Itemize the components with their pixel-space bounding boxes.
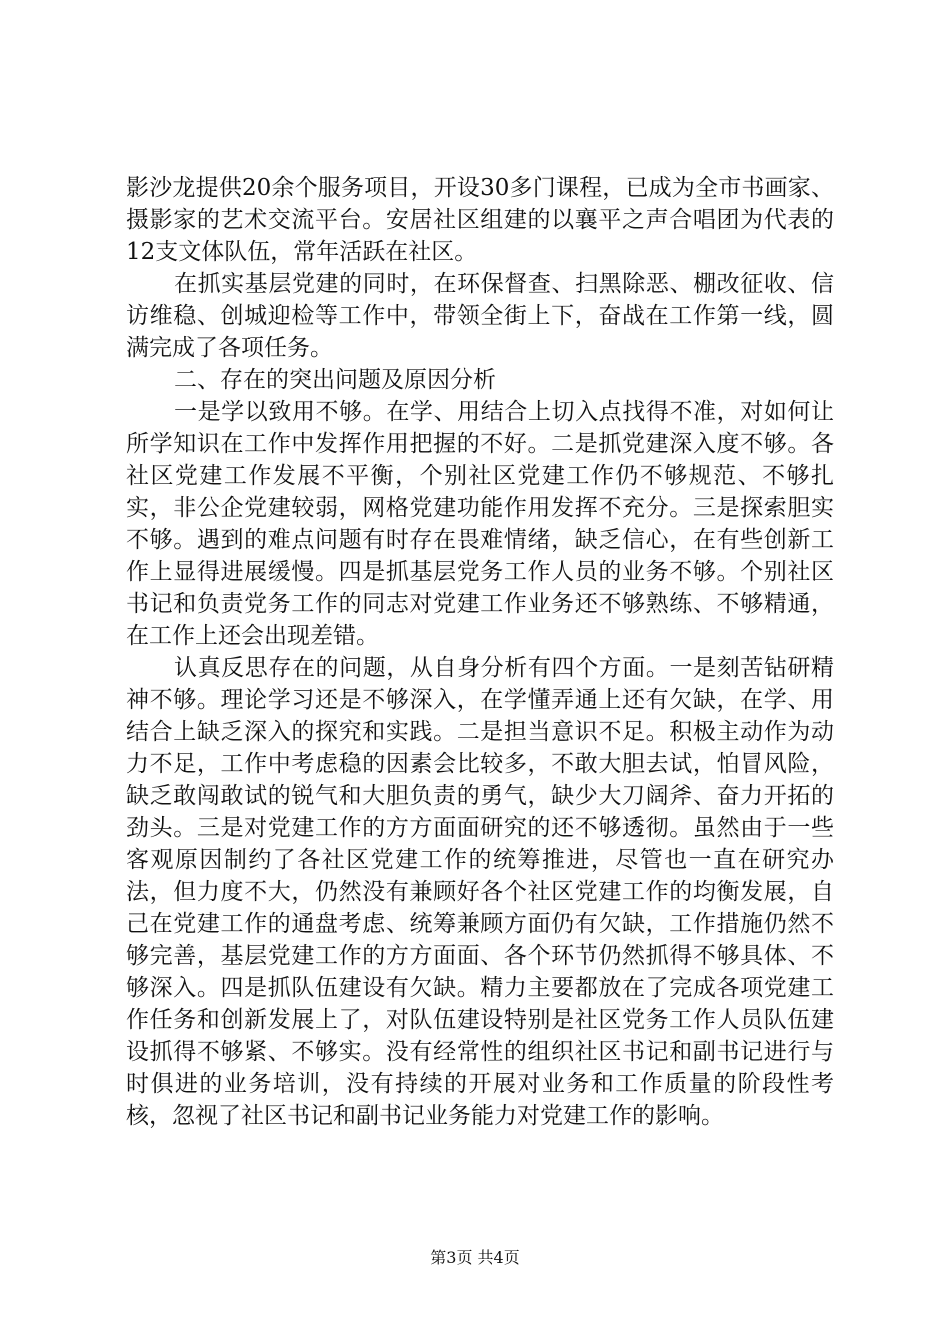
document-body (126, 172, 834, 1132)
paragraph-party-building: 在抓实基层党建的同时，在环保督查、扫黑除恶、棚改征收、信访维稳、创城迎检等工作中，带领全街上下，奋战在工作第一线，圆满完成了各项任务。 (126, 271, 834, 361)
section-heading: 二、存在的突出问题及原因分析 (174, 367, 496, 393)
paragraph-continuation: 影沙龙提供20余个服务项目，开设30多门课程，已成为全市书画家、摄影家的艺术交流平台。安居社区组建的以襄平之声合唱团为代表的12支文体队伍，常年活跃在社区。 (126, 175, 834, 265)
paragraph-problems: 一是学以致用不够。在学、用结合上切入点找得不准，对如何让所学知识在工作中发挥作用把握的不好。二是抓党建深入度不够。各社区党建工作发展不平衡，个别社区党建工作仍不够规范、不够扎实，非公企党建较弱，网格党建功能作用发挥不充分。三是探索胆实不够。遇到的难点问题有时存在畏难情绪，缺乏信心，在有些创新工作上显得进展缓慢。四是抓基层党务工作人员的业务不够。个别社区书记和负责党务工作的同志对党建工作业务还不够熟练、不够精通，在工作上还会出现差错。 (126, 399, 834, 649)
page-number-footer: 第3页 共4页 (430, 1248, 520, 1267)
paragraph-reflection: 认真反思存在的问题，从自身分析有四个方面。一是刻苦钻研精神不够。理论学习还是不够深入，在学懂弄通上还有欠缺，在学、用结合上缺乏深入的探究和实践。二是担当意识不足。积极主动作为动力不足，工作中考虑稳的因素会比较多，不敢大胆去试，怕冒风险，缺乏敢闯敢试的锐气和大胆负责的勇气，缺少大刀阔斧、奋力开拓的劲头。三是对党建工作的方方面面研究的还不够透彻。虽然由于一些客观原因制约了各社区党建工作的统筹推进，尽管也一直在研究办法，但力度不大，仍然没有兼顾好各个社区党建工作的均衡发展，自己在党建工作的通盘考虑、统筹兼顾方面仍有欠缺，工作措施仍然不够完善，基层党建工作的方方面面、各个环节仍然抓得不够具体、不够深入。四是抓队伍建设有欠缺。精力主要都放在了完成各项党建工作任务和创新发展上了，对队伍建设特别是社区党务工作人员队伍建设抓得不够紧、不够实。没有经常性的组织社区书记和副书记进行与时俱进的业务培训，没有持续的开展对业务和工作质量的阶段性考核，忽视了社区书记和副书记业务能力对党建工作的影响。 (126, 655, 834, 1129)
